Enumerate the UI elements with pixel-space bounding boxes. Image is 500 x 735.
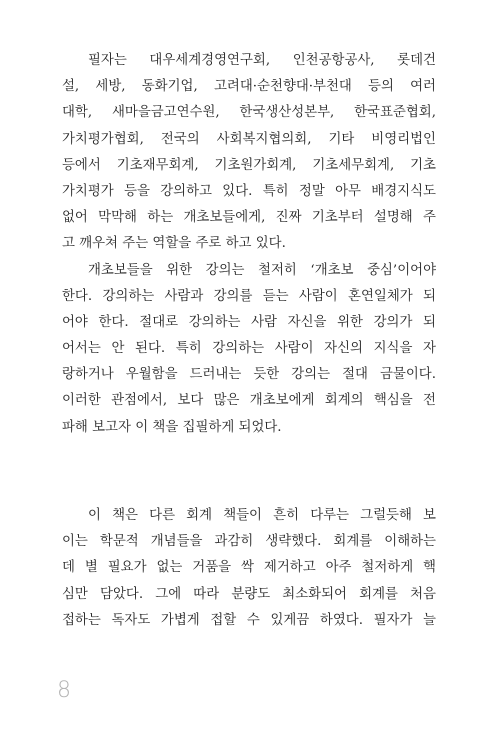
text-line: 이 책은 다른 회계 책들이 흔히 다루는 그럴듯해 보 <box>88 508 436 523</box>
text-line: 이는 학문적 개념들을 과감히 생략했다. 회계를 이해하는 <box>62 534 436 550</box>
text-line: 접하는 독자도 가볍게 접할 수 있게끔 하였다. 필자가 늘 <box>62 612 436 628</box>
text-line: 어서는 안 된다. 특히 강의하는 사람이 자신의 지식을 자 <box>62 341 436 357</box>
page-number: 8 <box>57 678 71 703</box>
body-text-lower <box>62 503 436 634</box>
text-line: 랑하거나 우월함을 드러내는 듯한 강의는 절대 금물이다. <box>62 367 436 383</box>
text-line: 필자는 대우세계경영연구회, 인천공항공사, 롯데건 <box>88 53 436 68</box>
text-line: 등에서 기초재무회계, 기초원가회계, 기초세무회계, 기초 <box>62 157 436 173</box>
text-line: 개초보들을 위한 강의는 철저히 ‘개초보 중심’이어야 <box>88 262 436 278</box>
body-text-upper <box>62 48 436 441</box>
text-line: 없어 막막해 하는 개초보들에게, 진짜 기초부터 설명해 주 <box>62 210 436 226</box>
text-line: 설, 세방, 동화기업, 고려대·순천향대·부천대 등의 여러 <box>62 79 436 95</box>
text-line: 고 깨우쳐 주는 역할을 주로 하고 있다. <box>62 236 286 252</box>
text-line: 파해 보고자 이 책을 집필하게 되었다. <box>62 419 282 435</box>
text-line: 가치평가 등을 강의하고 있다. 특히 정말 아무 배경지식도 <box>62 183 436 199</box>
text-line: 어야 한다. 절대로 강의하는 사람 자신을 위한 강의가 되 <box>62 314 436 330</box>
text-line: 가치평가협회, 전국의 사회복지협의회, 기타 비영리법인 <box>62 131 436 147</box>
text-line: 이러한 관점에서, 보다 많은 개초보에게 회계의 핵심을 전 <box>62 393 436 409</box>
text-line: 대학, 새마을금고연수원, 한국생산성본부, 한국표준협회, <box>62 105 436 121</box>
text-line: 심만 담았다. 그에 따라 분량도 최소화되어 회계를 처음 <box>62 586 436 602</box>
text-line: 데 별 필요가 없는 거품을 싹 제거하고 아주 철저하게 핵 <box>62 560 436 576</box>
text-line: 한다. 강의하는 사람과 강의를 듣는 사람이 혼연일체가 되 <box>62 288 436 304</box>
